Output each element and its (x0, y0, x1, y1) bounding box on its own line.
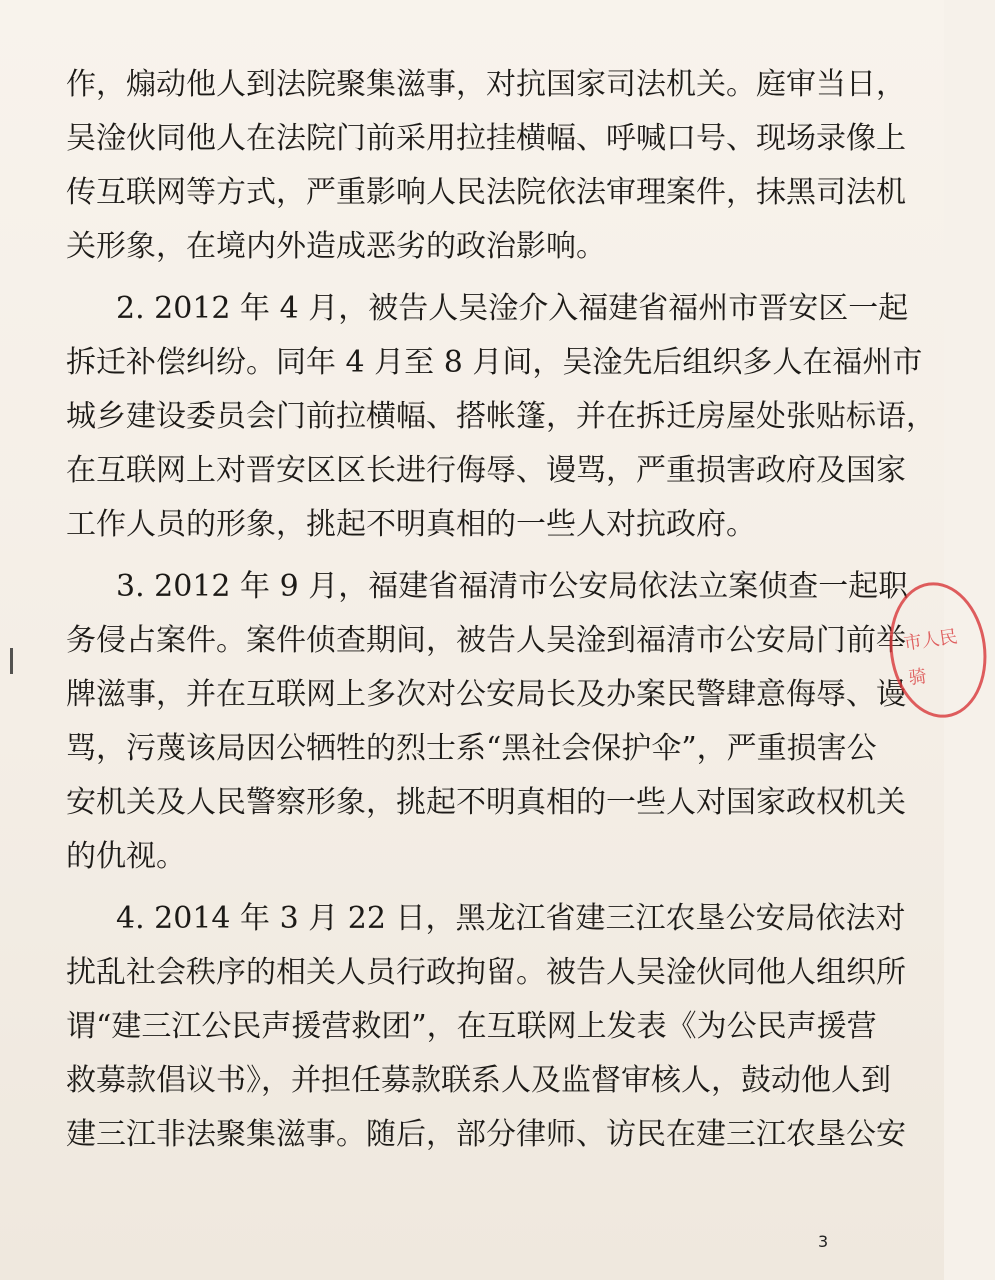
text-line: 牌滋事，并在互联网上多次对公安局长及办案民警肆意侮辱、谩 (66, 677, 906, 712)
text-line: 3. 2012 年 9 月，福建省福清市公安局依法立案侦查一起职 (116, 569, 909, 604)
text-line: 扰乱社会秩序的相关人员行政拘留。被告人吴淦伙同他人组织所 (66, 955, 906, 990)
seal-text: 市人民 (902, 626, 959, 655)
text-line: 的仇视。 (66, 839, 186, 874)
text-line: 吴淦伙同他人在法院门前采用拉挂横幅、呼喊口号、现场录像上 (66, 121, 906, 156)
paragraph-2 (66, 282, 936, 552)
text-line: 关形象，在境内外造成恶劣的政治影响。 (66, 229, 606, 264)
text-line: 务侵占案件。案件侦查期间，被告人吴淦到福清市公安局门前举 (66, 623, 906, 658)
text-line: 拆迁补偿纠纷。同年 4 月至 8 月间，吴淦先后组织多人在福州市 (66, 345, 923, 380)
paragraph-4 (66, 892, 906, 1162)
text-line: 传互联网等方式，严重影响人民法院依法审理案件，抹黑司法机 (66, 175, 906, 210)
seal-text: 骑 (907, 665, 929, 690)
text-line: 建三江非法聚集滋事。随后，部分律师、访民在建三江农垦公安 (66, 1117, 906, 1152)
text-line: 骂，污蔑该局因公牺牲的烈士系“黑社会保护伞”，严重损害公 (66, 731, 877, 766)
text-line: 工作人员的形象，挑起不明真相的一些人对抗政府。 (66, 507, 756, 542)
text-line: 2. 2012 年 4 月，被告人吴淦介入福建省福州市晋安区一起 (116, 291, 909, 326)
margin-mark (10, 648, 13, 674)
text-line: 在互联网上对晋安区区长进行侮辱、谩骂，严重损害政府及国家 (66, 453, 906, 488)
page-number: 3 (818, 1232, 829, 1251)
paragraph-1 (66, 58, 906, 274)
text-line: 谓“建三江公民声援营救团”，在互联网上发表《为公民声援营 (66, 1009, 877, 1044)
text-line: 安机关及人民警察形象，挑起不明真相的一些人对国家政权机关 (66, 785, 906, 820)
text-line: 4. 2014 年 3 月 22 日，黑龙江省建三江农垦公安局依法对 (116, 901, 906, 936)
text-line: 作，煽动他人到法院聚集滋事，对抗国家司法机关。庭审当日， (66, 67, 906, 102)
paragraph-3 (66, 560, 909, 884)
text-line: 城乡建设委员会门前拉横幅、搭帐篷，并在拆迁房屋处张贴标语， (66, 399, 936, 434)
text-line: 救募款倡议书》，并担任募款联系人及监督审核人，鼓动他人到 (66, 1063, 891, 1098)
